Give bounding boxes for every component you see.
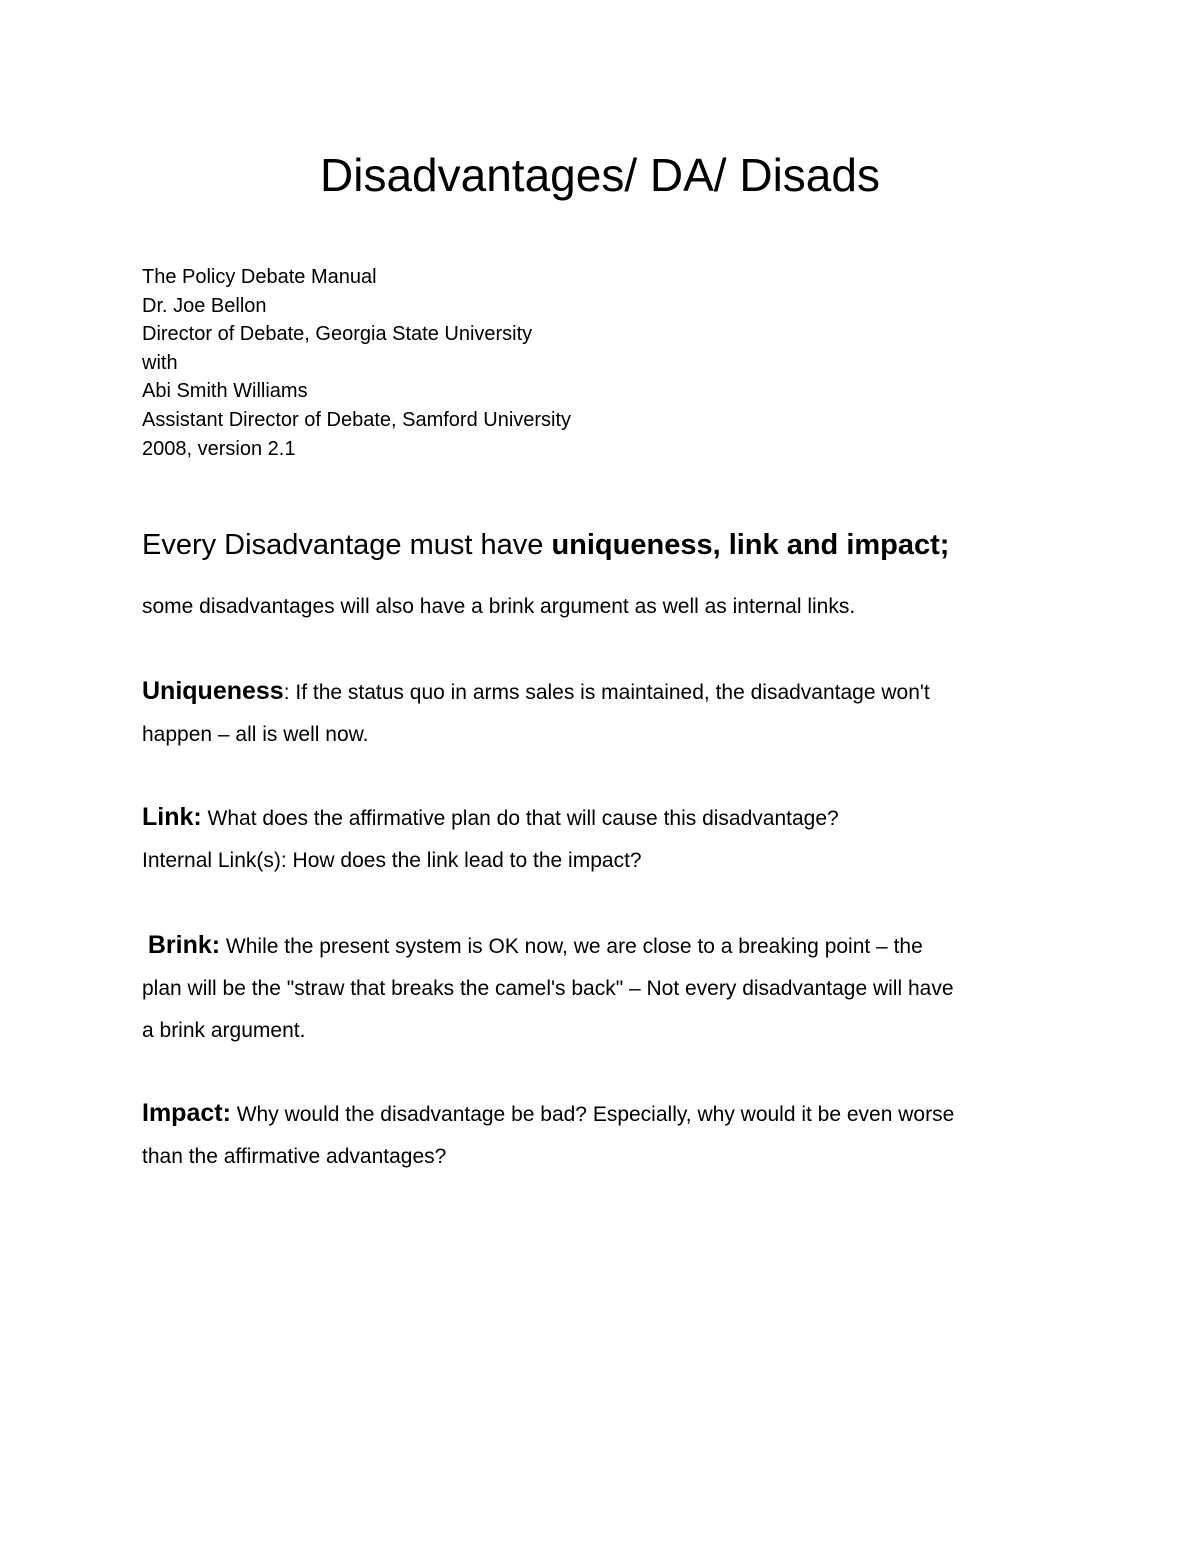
credit-line: Assistant Director of Debate, Samford University (142, 408, 572, 431)
credit-line: 2008, version 2.1 (142, 437, 296, 460)
brink-text: a brink argument. (142, 1019, 306, 1042)
internal-link-text: Internal Link(s): How does the link lead to the impact? (142, 849, 642, 872)
brink-term: Brink: (147, 931, 221, 959)
credit-line: The Policy Debate Manual (142, 266, 377, 288)
link-text: What does the affirmative plan do that will cause this disadvantage? (201, 807, 839, 830)
credit-line: with (142, 351, 178, 374)
credits-block (142, 263, 571, 463)
credit-line: Dr. Joe Bellon (142, 294, 267, 317)
impact-text: Why would the disadvantage be bad? Especially, why would it be even worse (230, 1103, 955, 1126)
uniqueness-text: : If the status quo in arms sales is maintained, the disadvantage won't (283, 681, 930, 704)
uniqueness-term: Uniqueness (142, 677, 284, 705)
intro-text: some disadvantages will also have a brink argument as well as internal links. (142, 595, 856, 618)
brink-paragraph (142, 924, 1062, 1052)
impact-text: than the affirmative advantages? (142, 1145, 447, 1168)
uniqueness-paragraph (142, 670, 1062, 756)
impact-paragraph (142, 1092, 1062, 1178)
uniqueness-text: happen – all is well now. (142, 723, 369, 746)
heading-text: Every Disadvantage must have (142, 529, 552, 561)
impact-term: Impact: (142, 1099, 231, 1127)
credit-line: Director of Debate, Georgia State University (142, 323, 533, 346)
link-paragraph (142, 796, 1062, 882)
brink-text: While the present system is OK now, we are close to a breaking point – the (220, 935, 923, 958)
heading-emphasis: uniqueness, link and impact; (551, 529, 950, 561)
brink-text: plan will be the "straw that breaks the camel's back" – Not every disadvantage will have (142, 977, 954, 1000)
intro-paragraph (142, 586, 1062, 628)
section-heading (142, 527, 949, 563)
link-term: Link: (142, 803, 202, 831)
page-title: Disadvantages/ DA/ Disads (320, 149, 880, 201)
credit-line: Abi Smith Williams (142, 380, 308, 403)
